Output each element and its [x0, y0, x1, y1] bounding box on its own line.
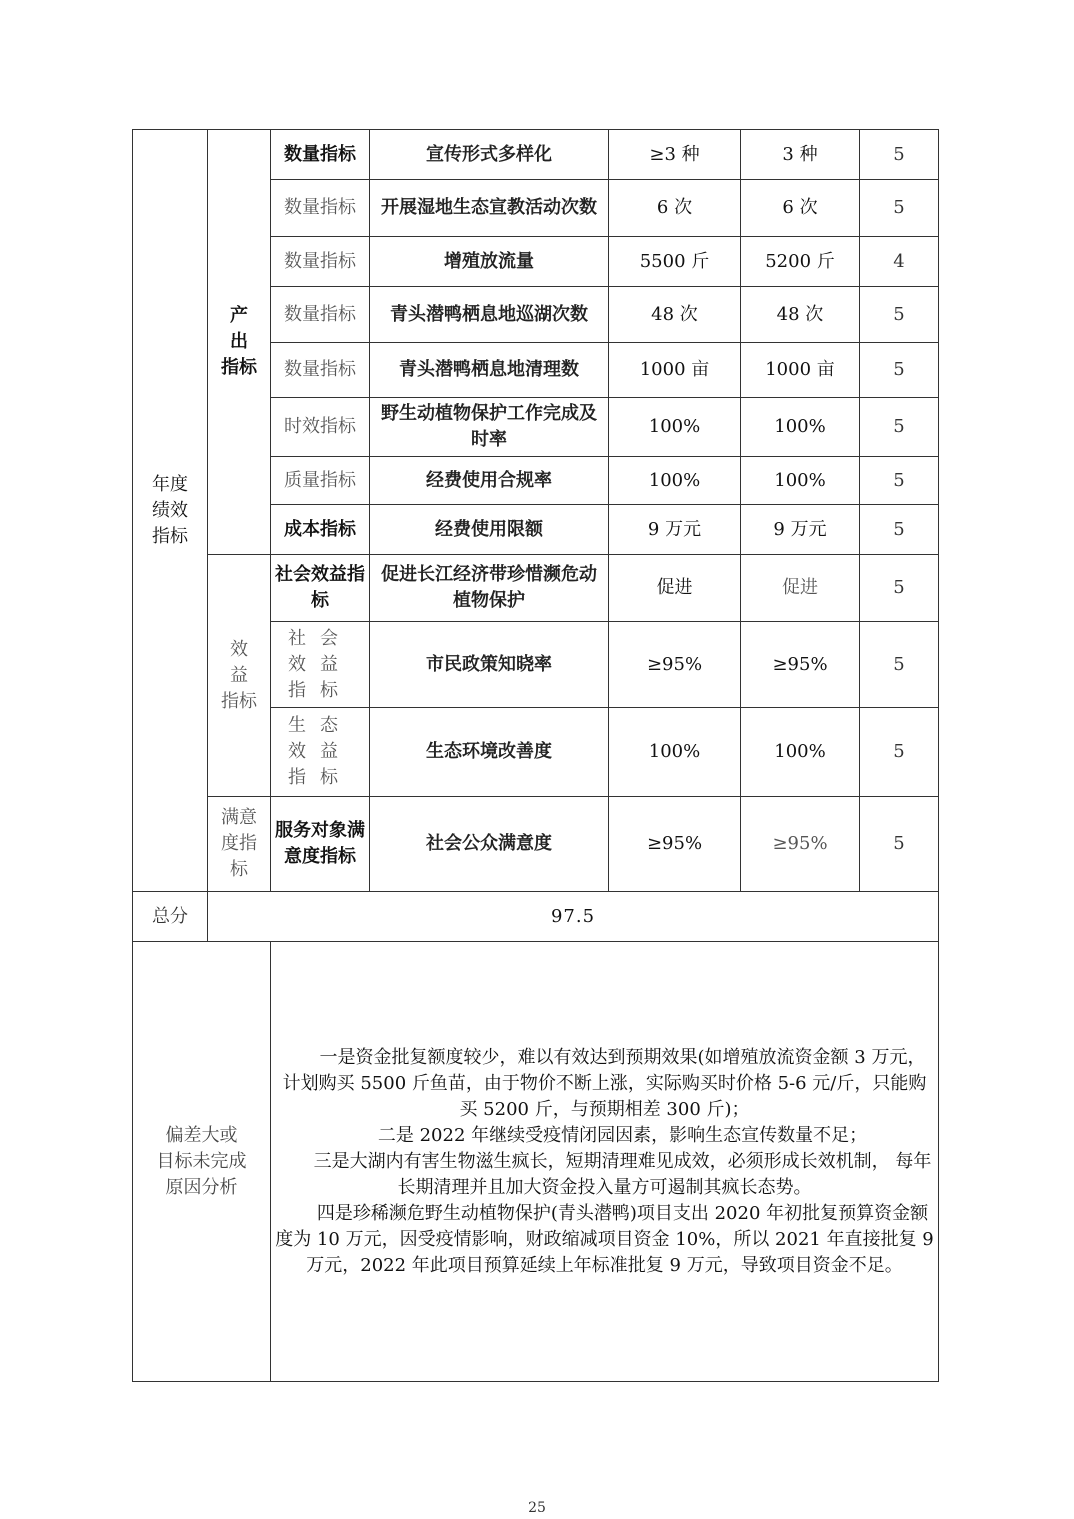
table-row	[133, 797, 939, 892]
analysis-row	[133, 942, 939, 1382]
row-category: 数量指标	[271, 237, 370, 287]
row-actual: 100%	[741, 398, 860, 457]
row-indicator: 野生动植物保护工作完成及时率	[370, 398, 609, 457]
analysis-content	[271, 942, 939, 1382]
row-target: ≥95%	[609, 622, 741, 708]
row-target: 48 次	[609, 287, 741, 343]
row-target: ≥95%	[609, 797, 741, 892]
row-actual: 1000 亩	[741, 343, 860, 398]
row-actual: 促进	[741, 555, 860, 622]
row-target: 促进	[609, 555, 741, 622]
analysis-paragraph: 三是大湖内有害生物滋生疯长，短期清理难见成效，必须形成长效机制， 每年长期清理并且加大资金投入量方可遏制其疯长态势。	[313, 1150, 932, 1198]
row-category: 质量指标	[271, 457, 370, 505]
row-category: 数量指标	[271, 287, 370, 343]
row-actual: 5200 斤	[741, 237, 860, 287]
row-score: 5	[860, 180, 939, 237]
row-category: 时效指标	[271, 398, 370, 457]
analysis-paragraph: 二是 2022 年继续受疫情闭园因素，影响生态宣传数量不足；	[377, 1124, 868, 1146]
row-actual: 9 万元	[741, 505, 860, 555]
analysis-paragraph: 一是资金批复额度较少，难以有效达到预期效果(如增殖放流资金额 3 万元，计划购买 5500 斤鱼苗，由于物价不断上涨，实际购买时价格 5-6 元/斤，只能购买 5200 斤，与预期相差 300 斤)；	[282, 1046, 927, 1120]
analysis-label: 偏差大或 目标未完成 原因分析	[133, 942, 271, 1382]
row-category: 社会效益指标	[271, 555, 370, 622]
row-target: 100%	[609, 457, 741, 505]
row-category: 社会效益指标	[271, 622, 370, 708]
row-score: 5	[860, 343, 939, 398]
row-actual: 48 次	[741, 287, 860, 343]
analysis-paragraph: 四是珍稀濒危野生动植物保护(青头潜鸭)项目支出 2020 年初批复预算资金额度为 10 万元，因受疫情影响，财政缩减项目资金 10%，所以 2021 年直接批复 9 万元，2022 年此项目预算延续上年标准批复 9 万元，导致项目资金不足。	[275, 1202, 934, 1276]
row-category: 生态效益指标	[271, 708, 370, 797]
row-indicator: 生态环境改善度	[370, 708, 609, 797]
row-indicator: 开展湿地生态宣教活动次数	[370, 180, 609, 237]
row-indicator: 青头潜鸭栖息地巡湖次数	[370, 287, 609, 343]
row-score: 5	[860, 287, 939, 343]
group-label-satisfaction: 满意 度指 标	[208, 797, 271, 892]
row-category: 成本指标	[271, 505, 370, 555]
group-label-output: 产 出 指标	[208, 130, 271, 555]
performance-table	[132, 129, 939, 1382]
row-target: 6 次	[609, 180, 741, 237]
row-score: 5	[860, 797, 939, 892]
row-category: 数量指标	[271, 180, 370, 237]
row-score: 5	[860, 505, 939, 555]
row-actual: 6 次	[741, 180, 860, 237]
total-row	[133, 892, 939, 942]
row-target: 5500 斤	[609, 237, 741, 287]
row-target: 9 万元	[609, 505, 741, 555]
row-score: 5	[860, 130, 939, 180]
row-target: 100%	[609, 398, 741, 457]
page-number: 25	[528, 1500, 546, 1516]
row-score: 5	[860, 622, 939, 708]
row-target: 1000 亩	[609, 343, 741, 398]
row-indicator: 社会公众满意度	[370, 797, 609, 892]
row-score: 5	[860, 708, 939, 797]
row-indicator: 市民政策知晓率	[370, 622, 609, 708]
row-category: 数量指标	[271, 130, 370, 180]
row-actual: 100%	[741, 457, 860, 505]
row-actual: 3 种	[741, 130, 860, 180]
row-score: 4	[860, 237, 939, 287]
row-actual: ≥95%	[741, 622, 860, 708]
row-indicator: 增殖放流量	[370, 237, 609, 287]
row-actual: 100%	[741, 708, 860, 797]
row-category: 服务对象满意度指标	[271, 797, 370, 892]
row-indicator: 宣传形式多样化	[370, 130, 609, 180]
section-label-annual-performance: 年度 绩效 指标	[133, 130, 208, 892]
table-row	[133, 130, 939, 180]
row-indicator: 青头潜鸭栖息地清理数	[370, 343, 609, 398]
total-label: 总分	[133, 892, 208, 942]
row-score: 5	[860, 457, 939, 505]
row-score: 5	[860, 398, 939, 457]
row-target: ≥3 种	[609, 130, 741, 180]
row-score: 5	[860, 555, 939, 622]
table-row	[133, 555, 939, 622]
row-indicator: 经费使用合规率	[370, 457, 609, 505]
row-actual: ≥95%	[741, 797, 860, 892]
row-target: 100%	[609, 708, 741, 797]
row-indicator: 经费使用限额	[370, 505, 609, 555]
row-indicator: 促进长江经济带珍惜濒危动植物保护	[370, 555, 609, 622]
total-value: 97.5	[208, 892, 939, 942]
row-category: 数量指标	[271, 343, 370, 398]
performance-table-container	[132, 129, 938, 1382]
group-label-benefit: 效 益 指标	[208, 555, 271, 797]
